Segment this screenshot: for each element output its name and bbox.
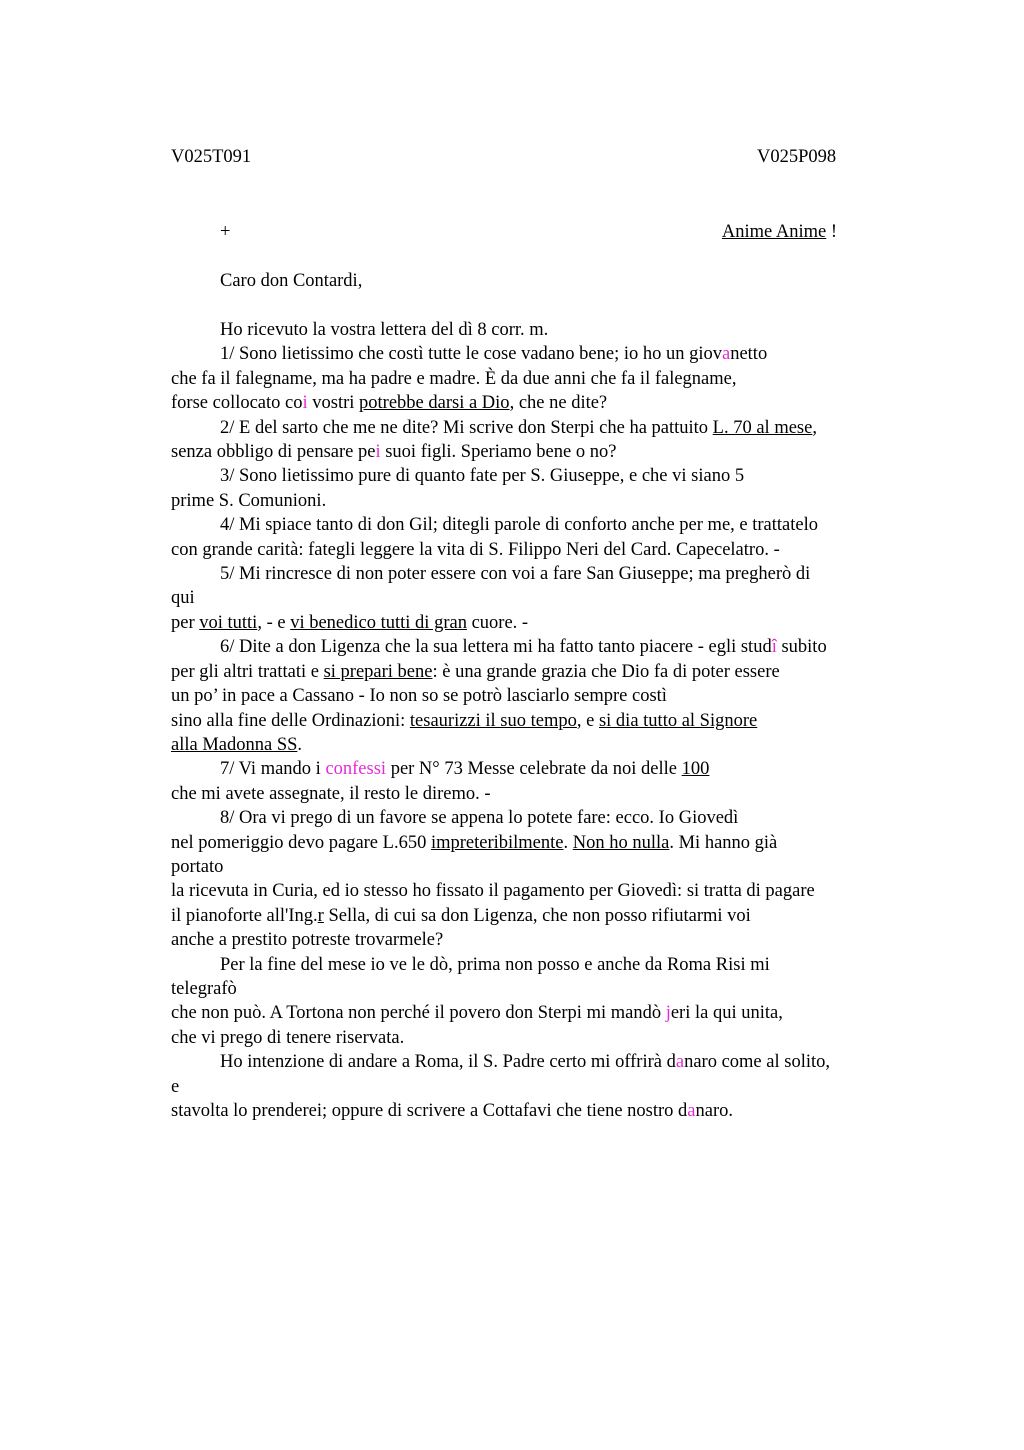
text-line [171,367,911,391]
text-segment: suoi figli. Speriamo bene o no? [380,442,617,463]
text-line [171,855,911,879]
text-line [171,391,911,415]
text-segment: telegrafò [171,978,237,999]
underlined-text: si prepari bene [323,661,433,682]
text-line [171,1099,911,1123]
text-line [171,1001,911,1025]
text-segment: sino alla fine delle Ordinazioni: [171,710,410,731]
text-segment: . [297,734,303,755]
text-line [171,513,911,537]
underlined-text: 100 [681,759,710,780]
document-code-right: V025P098 [757,147,837,167]
underlined-text: r [317,905,324,926]
text-line [171,635,911,659]
text-line [171,1026,911,1050]
text-segment: naro. [695,1101,733,1121]
text-segment: stavolta lo prenderei; oppure di scrivere a Cottafavi che tiene nostro d [171,1101,688,1121]
motto-end: ! [826,222,837,242]
text-line [171,611,911,635]
highlighted-text: confessi [325,759,387,780]
text-line [171,879,911,903]
highlighted-text: a [721,344,731,365]
text-segment: che vi prego di tenere riservata. [171,1027,405,1048]
text-segment: 2/ E del sarto che me ne dite? Mi scrive don Sterpi che ha pattuito [220,417,713,438]
text-segment: 3/ Sono lietissimo pure di quanto fate per S. Giuseppe, e che vi siano 5 [220,466,745,487]
text-line [171,342,911,366]
text-segment: , e [576,710,599,731]
text-segment: per [171,612,200,633]
text-segment: eri la qui unita, [670,1003,783,1024]
text-segment: e [171,1076,180,1097]
text-segment: 5/ Mi rincresce di non poter essere con voi a fare San Giuseppe; ma pregherò di [220,564,811,585]
text-segment: , che ne dite? [509,393,608,414]
text-line [171,904,911,928]
text-segment: che non può. A Tortona non perché il povero don Sterpi mi mandò [171,1003,666,1024]
text-line [171,977,911,1001]
underlined-text: vi benedico tutti di gran [290,612,467,633]
text-line [171,489,911,513]
text-segment: un po’ in pace a Cassano - Io non so se potrò lasciarlo sempre costì [171,686,667,707]
underlined-text: impreteribilmente [430,832,564,853]
text-segment: naro come al solito, [684,1052,830,1073]
text-line [171,684,911,708]
text-line [171,928,911,952]
text-segment: la ricevuta in Curia, ed io stesso ho fissato il pagamento per Giovedì: si tratta di pagare [171,881,815,902]
document-code-left: V025T091 [171,147,252,167]
highlighted-text: i [375,442,381,463]
cross-symbol: + [220,222,231,242]
text-segment: Ho intenzione di andare a Roma, il S. Padre certo mi offrirà d [220,1052,676,1073]
text-segment: . Mi hanno già [669,832,778,853]
text-segment: senza obbligo di pensare pe [171,442,376,463]
text-line [171,464,911,488]
text-segment: qui [171,588,195,609]
underlined-text: Non ho nulla [572,832,670,853]
text-line [171,562,911,586]
underlined-text: potrebbe darsi a Dio [359,393,510,414]
text-line [171,440,911,464]
text-segment: che mi avete assegnate, il resto le diremo. - [171,783,491,804]
text-line [171,1075,911,1099]
text-segment: Per la fine del mese io ve le dò, prima non posso e anche da Roma Risi mi [220,954,770,975]
text-line [171,953,911,977]
text-segment: per N° 73 Messe celebrate da noi delle [386,759,682,780]
text-line [171,538,911,562]
text-segment: che fa il falegname, ma ha padre e madre. È da due anni che fa il falegname, [171,368,737,389]
text-segment: 1/ Sono lietissimo che costì tutte le cose vadano bene; io ho un giov [220,344,722,365]
text-segment: per gli altri trattati e [171,661,324,682]
underlined-text: alla Madonna SS [171,734,298,755]
text-segment: Ho ricevuto la vostra lettera del dì 8 corr. m. [220,320,549,340]
underlined-text: L. 70 al mese [712,417,813,438]
text-line [171,709,911,733]
highlighted-text: a [675,1052,685,1073]
motto-underlined: Anime Anime [721,222,827,242]
text-line [171,660,911,684]
text-segment: subito [776,637,827,658]
text-line [171,806,911,830]
text-segment: forse collocato co [171,393,303,414]
text-segment: , - e [257,612,291,633]
highlighted-text: a [687,1101,696,1121]
underlined-text: voi tutti [199,612,258,633]
motto [722,222,837,243]
underlined-text: tesaurizzi il suo tempo [409,710,577,731]
text-segment: 7/ Vi mando i [220,759,326,780]
underlined-text: si dia tutto al Signore [598,710,758,731]
highlighted-text: i [302,393,308,414]
text-segment: netto [730,344,768,365]
text-line [171,318,911,342]
text-line [171,733,911,757]
salutation: Caro don Contardi, [220,271,363,291]
text-segment: . [563,832,573,853]
text-segment: portato [171,856,224,877]
text-segment: con grande carità: fategli leggere la vita di S. Filippo Neri del Card. Capecelatro. - [171,539,780,560]
text-segment: nel pomeriggio devo pagare L.650 [171,832,431,853]
text-segment: cuore. - [466,612,529,633]
text-segment: prime S. Comunioni. [171,490,327,511]
text-line [171,782,911,806]
text-line [171,831,911,855]
text-line [171,757,911,781]
highlighted-text: j [665,1003,671,1024]
letter-body [171,318,911,1123]
text-segment: Sella, di cui sa don Ligenza, che non posso rifiutarmi voi [323,905,751,926]
highlighted-text: î [771,637,777,658]
text-line [171,586,911,610]
text-segment: il pianoforte all'Ing. [171,905,318,926]
text-segment: 4/ Mi spiace tanto di don Gil; ditegli parole di conforto anche per me, e trattatelo [220,515,818,536]
text-segment: : è una grande grazia che Dio fa di poter essere [432,661,780,682]
text-segment: anche a prestito potreste trovarmele? [171,930,444,951]
text-line [171,416,911,440]
text-segment: vostri [307,393,360,414]
text-segment: 6/ Dite a don Ligenza che la sua lettera mi ha fatto tanto piacere - egli stud [220,637,772,658]
text-segment: 8/ Ora vi prego di un favore se appena lo potete fare: ecco. Io Giovedì [220,808,739,829]
text-segment: , [812,417,817,438]
text-line [171,1050,911,1074]
